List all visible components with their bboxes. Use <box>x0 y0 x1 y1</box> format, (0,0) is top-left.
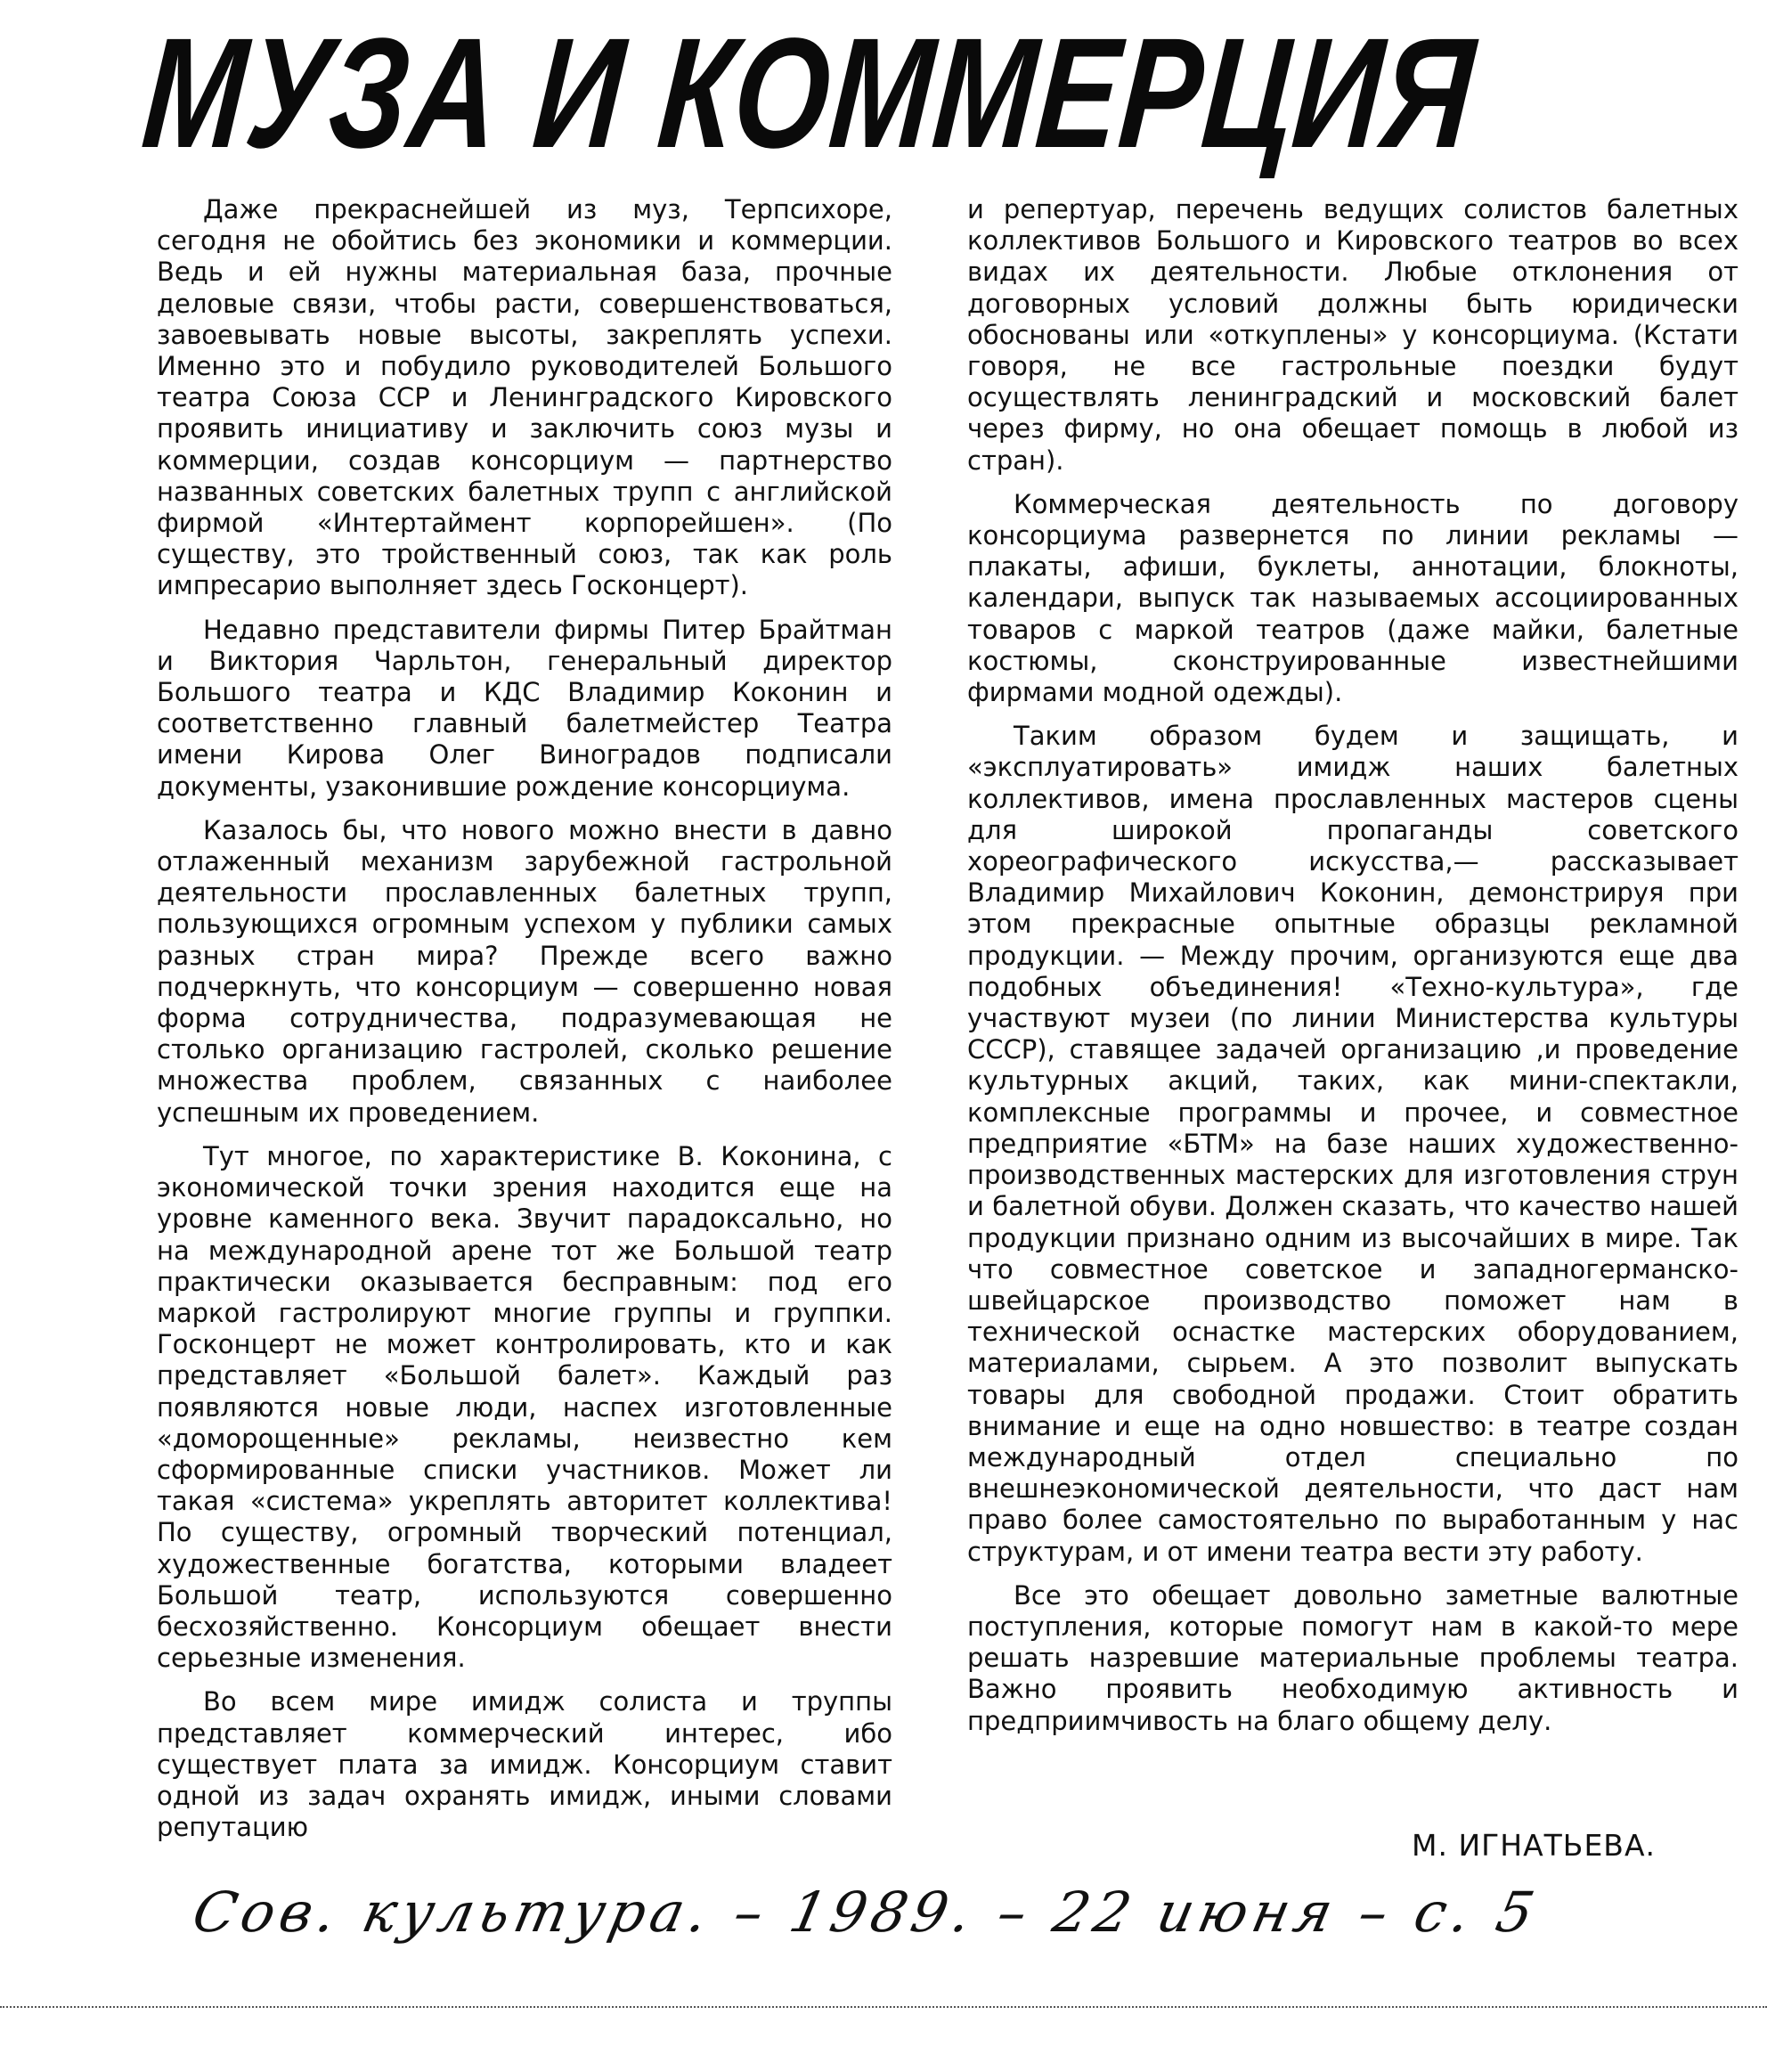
clipping-edge-divider <box>0 2006 1767 2008</box>
paragraph: Казалось бы, что нового можно внести в давно отлаженный механизм зарубежной гастрольной деятельности прославленных балетных трупп, пользующихся огромным успехом у публики самых разных стран мира? Прежде всего важно подчеркнуть, что консорциум — совершенно новая форма сотрудничества, подразумевающая не столько организацию гастролей, сколько решение множества проблем, связанных с наиболее успешным их проведением. <box>157 814 892 1128</box>
handwritten-source-note: Сов. культура. – 1989. – 22 июня – с. 5 <box>187 1880 1545 1945</box>
paragraph: Тут многое, по характеристике В. Коконина, с экономической точки зрения находится еще на уровне каменного века. Звучит парадоксально, но на международной арене тот же Большой театр практически оказывается бесправным: под его маркой гастролируют многие группы и группки. Госконцерт не может контролировать, кто и как представляет «Большой балет». Каждый раз появляются новые люди, наспех изготовленные «доморощенные» рекламы, неизвестно кем сформированные списки участников. Может ли такая «система» укреплять авторитет коллектива! По существу, огромный творческий потенциал, художественные богатства, которыми владеет Большой театр, используются совершенно бесхозяйственно. Консорциум обещает внести серьезные изменения. <box>157 1140 892 1674</box>
author-byline: М. ИГНАТЬЕВА. <box>1412 1828 1657 1863</box>
paragraph: Даже прекраснейшей из муз, Терпсихоре, сегодня не обойтись без экономики и коммерции. Ведь и ей нужны материальная база, прочные деловые связи, чтобы расти, совершенствоваться, завоевывать новые высоты, закреплять успехи. Именно это и побудило руководителей Большого театра Союза ССР и Ленинградского Кировского проявить инициативу и заключить союз музы и коммерции, создав консорциум — партнерство названных советских балетных трупп с английской фирмой «Интертаймент корпорейшен». (По существу, это тройственный союз, так как роль импресарио выполняет здесь Госконцерт). <box>157 194 892 601</box>
paragraph: Недавно представители фирмы Питер Брайтман и Виктория Чарльтон, генеральный директор Большого театра и КДС Владимир Коконин и соответственно главный балетмейстер Театра имени Кирова Олег Виноградов подписали документы, узаконившие рождение консорциума. <box>157 614 892 802</box>
paragraph-continued: и репертуар, перечень ведущих солистов балетных коллективов Большого и Кировского театров во всех видах их деятельности. Любые отклонения от договорных условий должны быть юридически обоснованы или «откуплены» у консорциума. (Кстати говоря, не все гастрольные поездки будут осуществлять ленинградский и московский балет через фирму, но она обещает помощь в любой из стран). <box>967 194 1738 476</box>
paragraph: Коммерческая деятельность по договору консорциума развернется по линии рекламы — плакаты, афиши, буклеты, аннотации, блокноты, календари, выпуск так называемых ассоциированных товаров с маркой театров (даже майки, балетные костюмы, сконструированные известнейшими фирмами модной одежды). <box>967 488 1738 708</box>
article-column-right <box>967 194 1738 1750</box>
article-column-left <box>157 194 892 1856</box>
article-headline: МУЗА И КОММЕРЦИЯ <box>136 6 1481 181</box>
paragraph: Все это обещает довольно заметные валютные поступления, которые помогут нам в какой-то мере решать назревшие материальные проблемы театра. Важно проявить необходимую активность и предприимчивость на благо общему делу. <box>967 1579 1738 1736</box>
paragraph: Таким образом будем и защищать, и «эксплуатировать» имидж наших балетных коллективов, имена прославленных мастеров сцены для широкой пропаганды советского хореографического искусства,— рассказывает Владимир Михайлович Коконин, демонстрируя при этом прекрасные опытные образцы рекламной продукции. — Между прочим, организуются еще два подобных объединения! «Техно-культура», где участвуют музеи (по линии Министерства культуры СССР), ставящее задачей организацию ,и проведение культурных акций, таких, как мини-спектакли, комплексные программы и прочее, и совместное предприятие «БТМ» на базе наших художественно-производственных мастерских для изготовления струн и балетной обуви. Должен сказать, что качество нашей продукции признано одним из высочайших в мире. Так что совместное советское и западногерманско-швейцарское производство поможет нам в технической оснастке мастерских оборудованием, материалами, сырьем. А это позволит выпускать товары для свободной продажи. Стоит обратить внимание и еще на одно новшество: в театре создан международный отдел специально по внешнеэкономической деятельности, что даст нам право более самостоятельно по выработанным у нас структурам, и от имени театра вести эту работу. <box>967 721 1738 1567</box>
paragraph: Во всем мире имидж солиста и труппы представляет коммерческий интерес, ибо существует плата за имидж. Консорциум ставит одной из задач охранять имидж, иными словами репутацию <box>157 1686 892 1843</box>
